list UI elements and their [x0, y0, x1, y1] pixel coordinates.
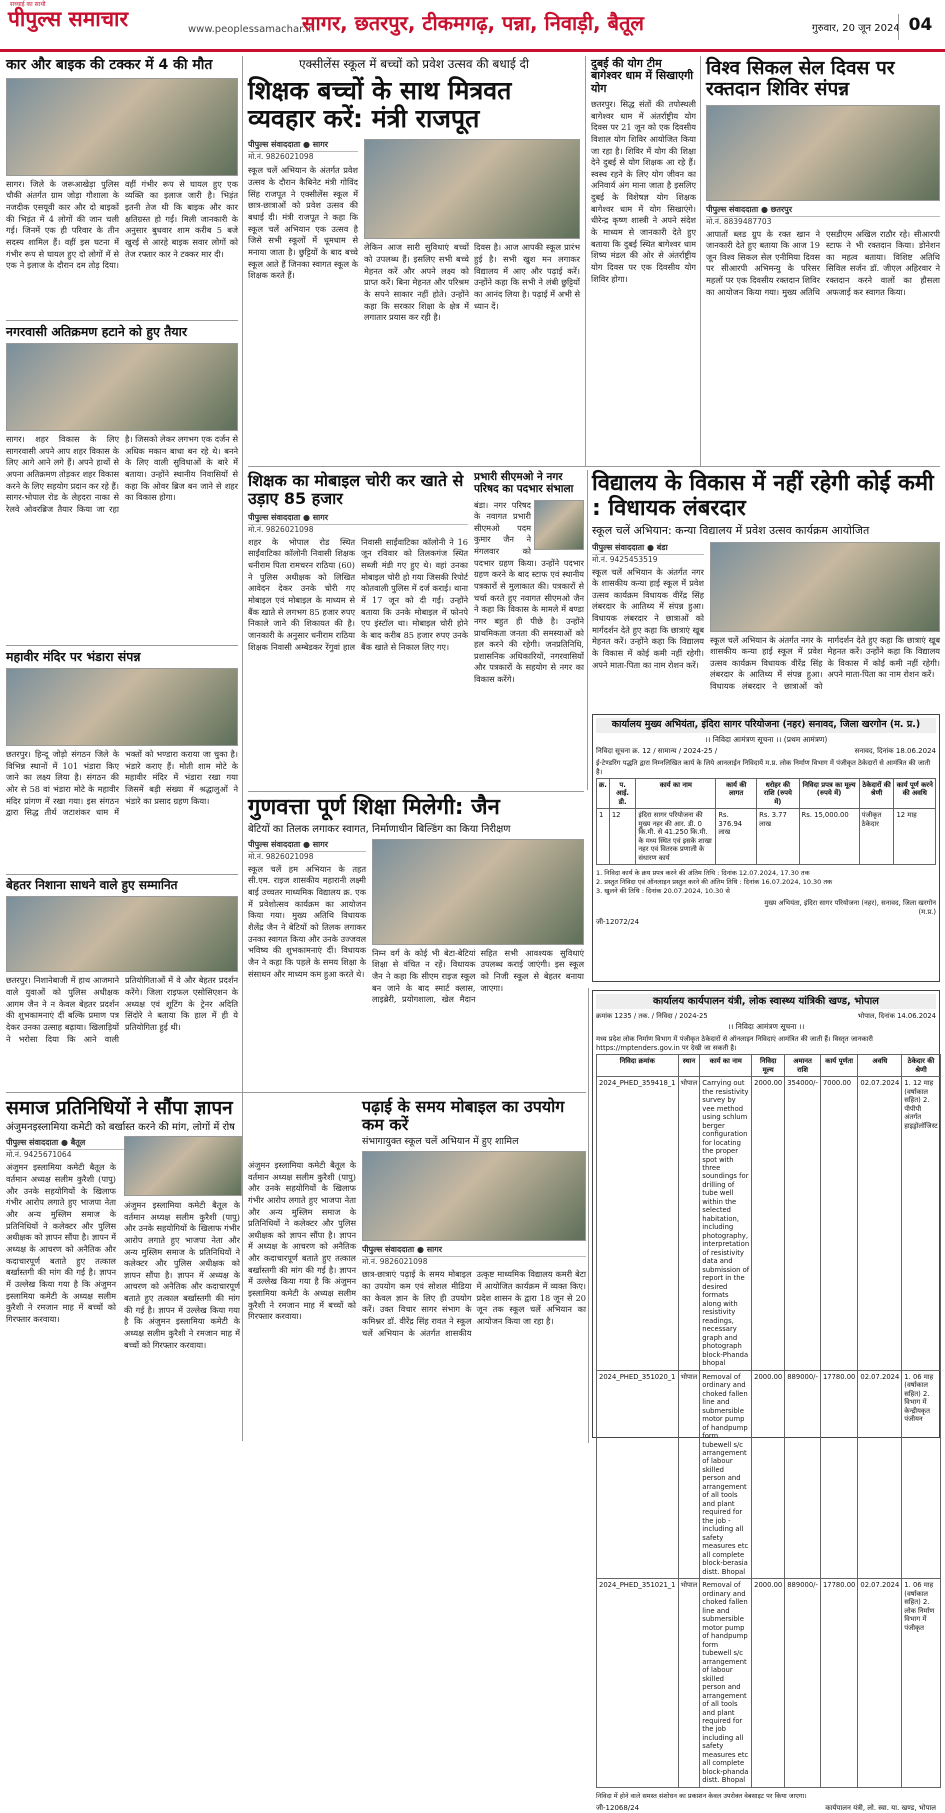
article-body: सागर। जिले के जरूआखेड़ा पुलिस चौकी अंतर्गत ग्राम जोड़ा गौशाला के नजदीक एसयूवी कार और दो बाइकों की भिड़ंत में 4 लोगों की जान चली गई। जिनमें एक ही परिवार के तीन सदस्य शामिल हैं। वहीं इस घटना में गंभीर रूप से घायल हुए दो लोगों में से एक ने इलाज के दौरान दम तोड़ दिया। वहीं गंभीर रूप से घायल हुए एक व्यक्ति का इलाज जारी है। भिड़ंत इतनी तेज थी कि बाइक और कार क्षतिग्रस्त हो गईं। मिली जानकारी के अनुसार बुधवार शाम करीब 5 बजे खुरई से आरहे बाइक सवार लोगों को तेज रफ्तार कार ने टक्कर मार दी। [6, 178, 238, 271]
tender-intro: ई-टेण्डरिंग पद्धति द्वारा निम्नलिखित कार्य के लिये आनलाईन निविदायें म.प्र. लोक निर्माण विभाग में पंजीकृत ठेकेदारों से आमंत्रित की जाती है। [596, 758, 931, 776]
table-cell: 1. 12 माह (वर्षाकाल सहित) 2. पीपीपी अंतर्गत हाइड्रोलॉजिस्ट [902, 1077, 940, 1370]
article-body: सागर। शहर विकास के लिए सागरवासी अपने आप शहर विकास के लिए आगे आने लगे हैं। अपने हाथों से अपना अतिक्रमण तोड़कर शहर विकास करने के लिए सहयोग प्रदान कर रहे हैं। सागर-भोपाल रोड के लेहदरा नाका से रेलवे ओवरब्रिज तैयार किया जा रहा है। जिसको लेकर लगभग एक दर्जन से अधिक मकान बाधा बन रहे थे। बनने के लिए वाली सुविधाओं के बारे में बताया। उन्होंने स्थानीय निवासियों से कहा कि ओवर ब्रिज बन जाने से शहर का विकास होगा। [6, 434, 238, 514]
article-shooting [6, 879, 238, 1085]
tender-note: 1. निविदा कार्य के क्रय प्रपत्र करने की अंतिम तिथि : दिनांक 12.07.2024, 17.30 तक [596, 868, 810, 877]
table-header-cell: अवधि [858, 1055, 902, 1077]
table-header-cell: ठेकेदारों की श्रेणी [859, 778, 894, 808]
headline: प्रभारी सीएमओ ने नगर परिषद का पदभार संभाला [474, 471, 574, 495]
section-rule [248, 791, 584, 792]
tender-number: निविदा सूचना क्र. 12 / सामान्य / 2024-25 / [596, 746, 718, 755]
tender-notice-sanawad [592, 714, 940, 982]
table-row [597, 1579, 941, 1788]
photo-encroachment [6, 343, 238, 431]
tender-note: 2. प्रस्तुत निविदा एवं ऑनलाइन प्रस्तुत करने की अंतिम तिथि : दिनांक 16.07.2024, 10.30 तक [596, 877, 833, 886]
table-cell: 7000.00 [820, 1077, 857, 1370]
article-body: स्कूल चलें हम अभियान के तहत सी.एम. राइज शासकीय महारानी लक्ष्मी बाई उच्चतर माध्यमिक विद्यालय क्र. एक में प्रवेशोत्सव कार्यक्रम का आयोजन किया गया। मुख्य अतिथि विधायक शैलेंद्र जैन ने बेटियों को तिलक लगाकर उनका स्वागत किया और उनके उज्जवल भविष्य की शुभकामनाएं दीं। विधायक जैन ने कहा कि पहले के समय शिक्षा के संसाधन और माध्यम कम हुआ करते थे। [248, 863, 366, 979]
article-body: छतरपुर। निशानेबाजी में हाथ आजमाने वाले युवाओं को पुलिस अधीक्षक आगम जैन ने न केवल बेहतर प्रदर्शन की शुभकामनाएं दीं बल्कि प्रमाण पत्र देकर उनका उत्साह बढ़ाया। खिलाड़ियों ने भरोसा दिया कि आने वाली प्रतियोगिताओं में वे और बेहतर प्रदर्शन करेंगे। जिला राइफल एसोसिएशन के अध्यक्ष एवं शूटिंग के ट्रेनर अदिति सिंदोरे ने बताया कि हाल में ही ये प्रतियोगिता हुई थी। [6, 975, 238, 1044]
tender-ref: जी-12072/24 [596, 917, 640, 926]
table-cell: Removal of ordinary and choked fallen line and submersible motor pump of handpump form tubewell s/c arrangement of labour skilled person and arrangement of all tools and plant required for the job - including all safety measures etc all complete block-berasia distt. Bhopal [700, 1370, 752, 1579]
byline: पीपुल्स संवाददाता ● छतरपुर [706, 204, 940, 217]
region-title: सागर, छतरपुर, टीकमगढ़, पन्ना, निवाड़ी, बैतूल [302, 11, 644, 35]
deck: संभागायुक्त स्कूल चलें अभियान में हुए शामिल [362, 1135, 519, 1147]
mobile-number: मो.नं. 8839487703 [706, 216, 772, 226]
headline: गुणवत्ता पूर्ण शिक्षा मिलेगी: जैन [248, 795, 500, 820]
table-header-cell: निविदा प्रपत्र का मूल्य (रुपये में) [799, 778, 859, 808]
article-body: लेकिन आज सारी सुविधाएं बच्चों को उपलब्ध हैं। इसलिए सभी बच्चे मेहनत करें और अपने लक्ष्य को प्राप्त करें। बिना मेहनत और परिश्रम के सपने साकार नहीं होते। उन्होंने कहा कि सरकार शिक्षा के क्षेत्र में लगातार प्रयास कर रही है। [364, 242, 469, 323]
photo-cmo [534, 500, 584, 550]
table-header-cell: कार्य का नाम [636, 778, 716, 808]
tender-signature: कार्यपालन यंत्री, लो. स्वा. या. खण्ड, भोपाल [825, 1803, 936, 1812]
table-cell: 1. 06 माह (वर्षाकाल सहित) 2. लोक निर्माण विभाग में पंजीकृत [902, 1579, 940, 1788]
tender-intro: मध्य प्रदेश लोक निर्माण विभाग में पंजीकृत ठेकेदारों से ऑनलाइन निविदाएं आमंत्रित की जाती हैं। विस्तृत जानकारी https://mptenders.gov.in पर देखी जा सकती है। [596, 1035, 873, 1053]
headline: शिक्षक का मोबाइल चोरी कर खाते से उड़ाए 85 हजार [248, 471, 464, 508]
article-minister [248, 58, 580, 364]
photo-mla [710, 542, 940, 632]
mobile-number: मो.नं. 9425671064 [6, 1150, 72, 1160]
deck: स्कूल चलें अभियान: कन्या विद्यालय में प्रवेश उत्सव कार्यक्रम आयोजित [592, 524, 870, 538]
photo-memorandum [124, 1136, 242, 1196]
byline: पीपुल्स संवाददाता ● सागर [248, 512, 468, 525]
table-cell: 889000/- [785, 1579, 821, 1788]
deck: अंजुमनइस्लामिया कमेटी को बर्खास्त करने की मांग, लोगों में रोष [6, 1122, 235, 1134]
headline: शिक्षक बच्चों के साथ मित्रवत व्यवहार करें: मंत्री राजपूत [248, 76, 512, 134]
tender-note: निविदा में होने वाले समस्त संशोधन का प्रकाशन केवल उपरोक्त वेबसाइट पर किया जाएगा। [596, 1791, 807, 1800]
tagline: सच्चाई का साथी [10, 1, 46, 8]
table-cell: 889000/- [785, 1370, 821, 1579]
photo-bhandara [6, 668, 238, 746]
article-mobile-usage [362, 1098, 586, 1439]
article-body: स्कूल चलें अभियान के अंतर्गत नगर के शासकीय कन्या हाई स्कूल में प्रवेश उत्सव कार्यक्रम विधायक वीरेंद्र सिंह लंबरदार के आतिथ्य में संपन्न हुआ। विधायक लंबरदार ने छात्राओं को मार्गदर्शन देते हुए कहा कि छात्राएं खूब मेहनत करें। उन्होंने कहा कि विद्यालय के विकास में कोई कमी नहीं रहेगी। अपने माता-पिता का नाम रोशन करें। [710, 634, 940, 692]
photo-commissioner [362, 1151, 586, 1241]
table-cell: इंदिरा सागर परियोजना की मुख्य नहर की आर. डी. 0 कि.मी. से 41.250 कि.मी. के मध्य स्थित एवं इसके शाखा नहर एवं वितरक प्रणाली के संधारण कार्य [636, 809, 716, 865]
table-row [597, 809, 936, 865]
photo-students [372, 839, 584, 945]
column-rule [242, 56, 243, 1441]
article-body: निम्न वर्ग के कोई भी बेटा-बेटियां शिक्षा से वंचित न रहें। विधायक जैन ने कहा कि सीएम राइज स्कूल बन जाने के बाद स्मार्ट क्लास, लाइब्रेरी, प्रयोगशाला, खेल मैदान सहित सभी आवश्यक सुविधाएं उपलब्ध कराई जाएंगी। इस स्कूल को निजी स्कूल से बेहतर बनाया जाएगा। [372, 947, 584, 1005]
photo-minister [364, 139, 580, 239]
table-cell: 02.07.2024 [858, 1579, 902, 1788]
section-rule [6, 320, 238, 321]
tender-note: 3. खुलने की तिथि : दिनांक 20.07.2024, 10.30 से [596, 886, 730, 895]
column-rule [700, 56, 701, 466]
table-cell: 1. 06 माह (वर्षाकाल सहित) 2. विभाग में केन्द्रीयकृत पंजीयन [902, 1370, 940, 1579]
tender-number: क्रमांक 1235 / तक. / निविदा / 2024-25 [596, 1012, 708, 1021]
tender-heading: कार्यालय मुख्य अभियंता, इंदिरा सागर परियोजना (नहर) सनावद, जिला खरगोन (म. प्र.) [596, 718, 936, 733]
table-cell: 2000.00 [752, 1077, 785, 1370]
site-url: www.peoplessamachar.in [188, 24, 315, 35]
masthead [0, 0, 945, 52]
table-header-cell: कार्य पूर्ण करने की अवधि [894, 778, 936, 808]
article-body: दिवस है। आज आपकी स्कूल प्रारंभ हुई है। सभी खुश मन लगाकर विद्यालय में आए और पढ़ाई करें। उन्होंने कहा कि सभी ने लंबी छुट्टियों का आनंद लिया है। पढ़ाई में अभी से ध्यान दें। [474, 242, 580, 311]
mobile-number: मो.नं. 9826021098 [248, 524, 314, 534]
headline: विश्व सिकल सेल दिवस पर रक्तदान शिविर संपन्न [706, 57, 895, 101]
headline: समाज प्रतिनिधियों ने सौंपा ज्ञापन [6, 1097, 233, 1119]
byline: पीपुल्स संवाददाता ● सागर [362, 1244, 586, 1257]
article-body: बंडा। नगर परिषद के नवागत प्रभारी सीएमओ पदम कुमार जैन ने मंगलवार को पदभार ग्रहण किया। उन्होंने पदभार ग्रहण करने के बाद स्टाफ एवं स्थानीय पत्रकारों से मुलाकात की। पत्रकारों से चर्चा करते हुए नवागत सीएमओ जैन ने कहा कि विकास के मामले में बण्डा नगर बहुत ही पीछे है। उन्होंने प्राथमिकता जनता की समस्याओं को हल करने की रहेगी। जनप्रतिनिधि, प्रशासनिक अधिकारियों, नगरवासियों और पत्रकारों के सहयोग से नगर का विकास करेंगे। [474, 499, 584, 685]
byline: पीपुल्स संवाददाता ● सागर [248, 139, 358, 152]
article-body: छात्र-छात्राएं पढ़ाई के समय मोबाइल का उपयोग कम एवं सोशल मीडिया का केवल ज्ञान के लिए ही उपयोग करें। उक्त विचार सागर संभाग के कमिश्नर डॉ. वीरेंद्र सिंह रावत ने स्कूल चलें अभियान के अंतर्गत शासकीय उत्कृष्ट माध्यमिक विद्यालय कमरी बेटा में आयोजित कार्यक्रम में व्यक्त किए। प्रदेश शासन के द्वारा 18 जून से 20 जून तक स्कूल चलें अभियान का आयोजन किया जा रहा है। [362, 1269, 586, 1338]
section-rule [6, 874, 238, 875]
table-cell: 17780.00 [820, 1370, 857, 1579]
article-body: आपातों ब्लड ग्रुप के रक्त खान ने जानकारी देते हुए बताया कि आज 19 जून विश्व सिकल सेल एनीमिया दिवस पर सीआरपी अभिमन्यु के परिसर महलों पर एक दिवसीय रक्तदान शिविर का आयोजन किया गया। मुख्य अतिथि एसडीएम अखिल राठौर रहे। सीआरपी स्टाफ ने भी रक्तदान किया। डोनेशन का महत्व बताया। विशिष्ट अतिथि सिविल सर्जन डॉ. जीएल अहिरवार ने रक्तदान करने वालों का हौसला अफजाई कर स्वागत किया। [706, 228, 940, 297]
headline: दुबई की योग टीम बागेश्वर धाम में सिखाएगी योग [591, 57, 694, 95]
article-body: छतरपुर। सिद्ध संतों की तपोस्थली बागेश्वर धाम में अंतर्राष्ट्रीय योग दिवस पर 21 जून को एक दिवसीय विशाल योग शिविर आयोजित किया जा रहा है। शिविर में योग की शिक्षा देने दुबई से योग शिक्षक आ रहे हैं। स्वस्थ रहने के लिए योग जीवन का अनिवार्य अंग माना जाता है इसलिए दुबई के विशेषज्ञ योग शिक्षक बागेश्वर धाम में योग सिखाएंगे। धीरेन्द्र कृष्ण शास्त्री ने अपने संदेश के माध्यम से जानकारी देते हुए बताया कि दुबई स्थित बागेश्वर धाम शिष्य मंडल की ओर से अंतर्राष्ट्रीय योग दिवस पर एक दिवसीय योग शिविर होगा। [591, 98, 696, 284]
article-mla [592, 472, 940, 709]
tender-ref: जी-12068/24 [596, 1803, 640, 1812]
column-rule [588, 988, 589, 1443]
table-header-cell: ठेकेदार की श्रेणी [902, 1055, 940, 1077]
section-rule [248, 466, 940, 467]
table-header-cell: अमानत राशि [785, 1055, 821, 1077]
table-cell: 02.07.2024 [858, 1077, 902, 1370]
issue-date: गुरुवार, 20 जून 2024 [812, 23, 900, 34]
table-cell: भोपाल [678, 1370, 700, 1579]
table-cell: 02.07.2024 [858, 1370, 902, 1579]
brand-logo: पीपुल्स समाचार [8, 7, 129, 31]
photo-accident [6, 78, 238, 176]
byline: पीपुल्स संवाददाता ● बैतूल [6, 1137, 242, 1150]
table-cell: Rs. 15,000.00 [799, 809, 859, 865]
table-header-cell: कार्य पूर्णता [820, 1055, 857, 1077]
tender-table [596, 1054, 941, 1788]
article-body: स्कूल चलें अभियान के अंतर्गत नगर के शासकीय कन्या हाई स्कूल में प्रवेश उत्सव कार्यक्रम विधायक वीरेंद्र सिंह लंबरदार के आतिथ्य में संपन्न हुआ। विधायक लंबरदार ने छात्राओं को मार्गदर्शन देते हुए कहा कि छात्राएं खूब मेहनत करें। उन्होंने कहा कि विद्यालय के विकास में कोई कमी नहीं रहेगी। अपने माता-पिता का नाम रोशन करें। [592, 566, 704, 670]
byline: पीपुल्स संवाददाता ● बंडा [592, 542, 704, 555]
deck: बेटियों का तिलक लगाकर स्वागत, निर्माणाधीन बिल्डिंग का किया निरीक्षण [248, 823, 511, 835]
table-cell: 2024_PHED_351021_1 [597, 1579, 679, 1788]
photo-shooting [6, 896, 238, 972]
table-row [597, 1077, 941, 1370]
tender-subheading: ।। निविदा आमंत्रण सूचना ।। [727, 1022, 805, 1032]
table-header-cell: क्र. [597, 778, 610, 808]
article-encroachment [6, 325, 238, 652]
table-header-cell: स्थान [678, 1055, 700, 1077]
kicker: एक्सीलेंस स्कूल में बच्चों को प्रवेश उत्सव की बधाई दी [298, 57, 529, 71]
table-header-cell: प. आई. डी. [609, 778, 636, 808]
article-body-continued: अंजुमन इस्लामिया कमेटी बैतूल के वर्तमान अध्यक्ष सलीम कुरैशी (पापु) और उनके सहयोगियों के खिलाफ गंभीर आरोप लगाते हुए भाजपा नेता और अन्य मुस्लिम समाज के प्रतिनिधियों ने कलेक्टर और पुलिस अधीक्षक को ज्ञापन सौंपा है। ज्ञापन में अध्यक्ष के आचरण को अनैतिक और कदाचारपूर्ण बताते हुए तत्काल बर्खास्तगी की मांग की गई है। ज्ञापन में उल्लेख किया गया है कि अंजुमन इस्लामिया कमेटी के अध्यक्ष सलीम कुरैशी ने रमजान माह में बच्चों को गिरफ्तार करवाया। [248, 1160, 356, 1322]
column-rule [585, 56, 586, 466]
headline: पढ़ाई के समय मोबाइल का उपयोग कम करें [362, 1097, 565, 1134]
table-cell: 2000.00 [752, 1370, 785, 1579]
headline: महावीर मंदिर पर भंडारा संपन्न [6, 649, 141, 664]
headline: विद्यालय के विकास में नहीं रहेगी कोई कमी : विधायक लंबरदार [592, 471, 934, 521]
mobile-number: मो.नं. 9826021098 [248, 851, 314, 861]
table-cell: Rs. 376.94 लाख [716, 809, 757, 865]
section-rule [6, 645, 238, 646]
table-cell: 1 [597, 809, 610, 865]
article-mobile-theft [248, 472, 468, 745]
tender-subheading: ।। निविदा आमंत्रण सूचना ।। (प्रथम आमंत्रण) [704, 734, 828, 744]
headline: बेहतर निशाना साधने वाले हुए सम्मानित [6, 878, 178, 892]
article-body: स्कूल चलें अभियान के अंतर्गत प्रवेश उत्सव के दौरान कैबिनेट मंत्री गोविंद सिंह राजपूत ने एक्सीलेंस स्कूल में छात्र-छात्राओं को प्रवेश उत्सव की बधाई दी। मंत्री राजपूत ने कहा कि स्कूल चलें अभियान एक उत्सव है जिसे सभी स्कूलों में धूमधाम से मनाया जाता है। छुट्टियों के बाद बच्चे स्कूल आते हैं जिनका स्वागत स्कूल के शिक्षक करते हैं। [248, 165, 358, 281]
tender-date: भोपाल, दिनांक 14.06.2024 [857, 1012, 936, 1021]
table-cell: 12 [609, 809, 636, 865]
mobile-number: मो.नं. 9826021098 [248, 152, 314, 162]
table-cell: पंजीकृत ठेकेदार [859, 809, 894, 865]
table-header-cell: कार्य का नाम [700, 1055, 752, 1077]
table-cell: 2024_PHED_359418_1 [597, 1077, 679, 1370]
page-number: 04 [898, 14, 942, 40]
article-quality-education [248, 796, 584, 1076]
table-cell: 2000.00 [752, 1579, 785, 1788]
table-cell: भोपाल [678, 1077, 700, 1370]
article-body-continued: अंजुमन इस्लामिया कमेटी बैतूल के वर्तमान अध्यक्ष सलीम कुरैशी (पापु) और उनके सहयोगियों के खिलाफ गंभीर आरोप लगाते हुए भाजपा नेता और अन्य मुस्लिम समाज के प्रतिनिधियों ने कलेक्टर और पुलिस अधीक्षक को ज्ञापन सौंपा है। ज्ञापन में अध्यक्ष के आचरण को अनैतिक और कदाचारपूर्ण बताते हुए तत्काल बर्खास्तगी की मांग की गई है। ज्ञापन में उल्लेख किया गया है कि अंजुमन इस्लामिया कमेटी के अध्यक्ष सलीम कुरैशी ने रमजान माह में बच्चों को गिरफ्तार करवाया। [124, 1200, 240, 1350]
table-row [597, 1370, 941, 1579]
table-cell: 17780.00 [820, 1579, 857, 1788]
article-accident [6, 58, 238, 329]
table-cell: 12 माह [894, 809, 936, 865]
table-cell: 354000/- [785, 1077, 821, 1370]
headline: कार और बाइक की टक्कर में 4 की मौत [6, 57, 213, 73]
article-body: छतरपुर। हिन्दू जोड़ो संगठन जिले के विभिन्न स्थानों में 101 भंडारा किए जाने का लक्ष्य लिया है। संगठन की ओर से 58 वां भंडारा मोटे के महावीर मंदिर प्रांगण में रखा गया। इस संगठन द्वारा सिद्ध तीर्थ जटाशंकर धाम में भक्तों को भण्डारा कराया जा चुका है। भंडारे कराए हैं। मोती शाम मोटे के महावीर मंदिर में भंडारा रखा गया जिसमें बड़ी संख्या में श्रद्धालुओं ने भंडारे का प्रसाद ग्रहण किया। [6, 749, 238, 818]
table-header-cell: कार्य की लागत [716, 778, 757, 808]
tender-table [596, 778, 936, 865]
section-rule [6, 1092, 586, 1093]
column-rule [587, 470, 588, 790]
table-cell: Removal of ordinary and choked fallen line and submersible motor pump of handpump form tubewell s/c arrangement of labour skilled person and arrangement of all tools and plant required for the job including all safety measures etc all complete block-phanda distt. Bhopal [700, 1579, 752, 1788]
photo-blood-donation [706, 105, 940, 201]
table-cell: Carrying out the resistivity survey by vee method using schlum berger configuration for locating the proper spot with three soundings for drilling of tube well within the selected habitation, including photography, interpretation of resistivity data and submission of report in the desired formats along with resistivity readings, necessary graph and photograph block-Phanda bhopal [700, 1077, 752, 1370]
mobile-number: मो.नं. 9826021098 [362, 1257, 428, 1267]
table-cell: भोपाल [678, 1579, 700, 1788]
headline: नगरवासी अतिक्रमण हटाने को हुए तैयार [6, 324, 187, 339]
table-cell: 2024_PHED_351020_1 [597, 1370, 679, 1579]
tender-heading: कार्यालय कार्यपालन यंत्री, लोक स्वास्थ्य यांत्रिकी खण्ड, भोपाल [596, 994, 936, 1009]
table-header-cell: धरोहर की राशि (रुपये में) [757, 778, 799, 808]
table-header-cell: निविदा मूल्य [752, 1055, 785, 1077]
article-body: अंजुमन इस्लामिया कमेटी बैतूल के वर्तमान अध्यक्ष सलीम कुरैशी (पापु) और उनके सहयोगियों के खिलाफ गंभीर आरोप लगाते हुए भाजपा नेता और अन्य मुस्लिम समाज के प्रतिनिधियों ने कलेक्टर और पुलिस अधीक्षक को ज्ञापन सौंपा है। ज्ञापन में अध्यक्ष के आचरण को अनैतिक और कदाचारपूर्ण बताते हुए तत्काल बर्खास्तगी की मांग की गई है। ज्ञापन में उल्लेख किया गया है कि अंजुमन इस्लामिया कमेटी के अध्यक्ष सलीम कुरैशी ने रमजान माह में बच्चों को गिरफ्तार करवाया। [6, 1162, 116, 1324]
table-header-cell: निविदा क्रमांक [597, 1055, 679, 1077]
article-yoga [591, 58, 696, 429]
tender-signature: मुख्य अभियंता, इंदिरा सागर परियोजना (नहर), सनावद, जिला खरगोन (म.प्र.) [764, 898, 936, 916]
article-bhandara [6, 650, 238, 869]
mobile-number: मो.नं. 9425453519 [592, 554, 658, 564]
table-cell: Rs. 3.77 लाख [757, 809, 799, 865]
article-cmo [474, 472, 584, 732]
tender-notice-bhopal [592, 990, 940, 1812]
article-body: शहर के भोपाल रोड स्थित साईंवाटिका कॉलोनी निवासी शिक्षक धनीराम पिता रामचरन राठिया (60) ने पुलिस अधीक्षक को लिखित आवेदन देकर उनके चोरी गए मोबाइल एवं मोबाइल के माध्यम से बैंक खाते से लगभग 85 हजार रुपए निकाले जाने की शिकायत की है। जानकारी के अनुसार धनीराम राठिया शिक्षक निवासी अम्बेडकर रेंगुवां हाल निवासी साईंवाटिका कॉलोनी ने 16 जून रविवार को तिलकगंज स्थित सब्जी मंडी गए हुए थे। वहां उनका मोबाइल चोरी हो गया जिसकी रिपोर्ट कोतवाली पुलिस में दर्ज कराई। थाना में 17 जून को दी गई। उन्होंने बताया कि उनके मोबाइल में फोनपे एप इंस्टॉल था। मोबाइल चोरी होने के बाद करीब 85 हजार रुपए उनके बैंक खाते से निकाल लिए गए। [248, 536, 468, 652]
article-sickle-cell [706, 58, 940, 397]
tender-date: सनावद, दिनांक 18.06.2024 [854, 746, 936, 755]
byline: पीपुल्स संवाददाता ● सागर [248, 839, 366, 852]
